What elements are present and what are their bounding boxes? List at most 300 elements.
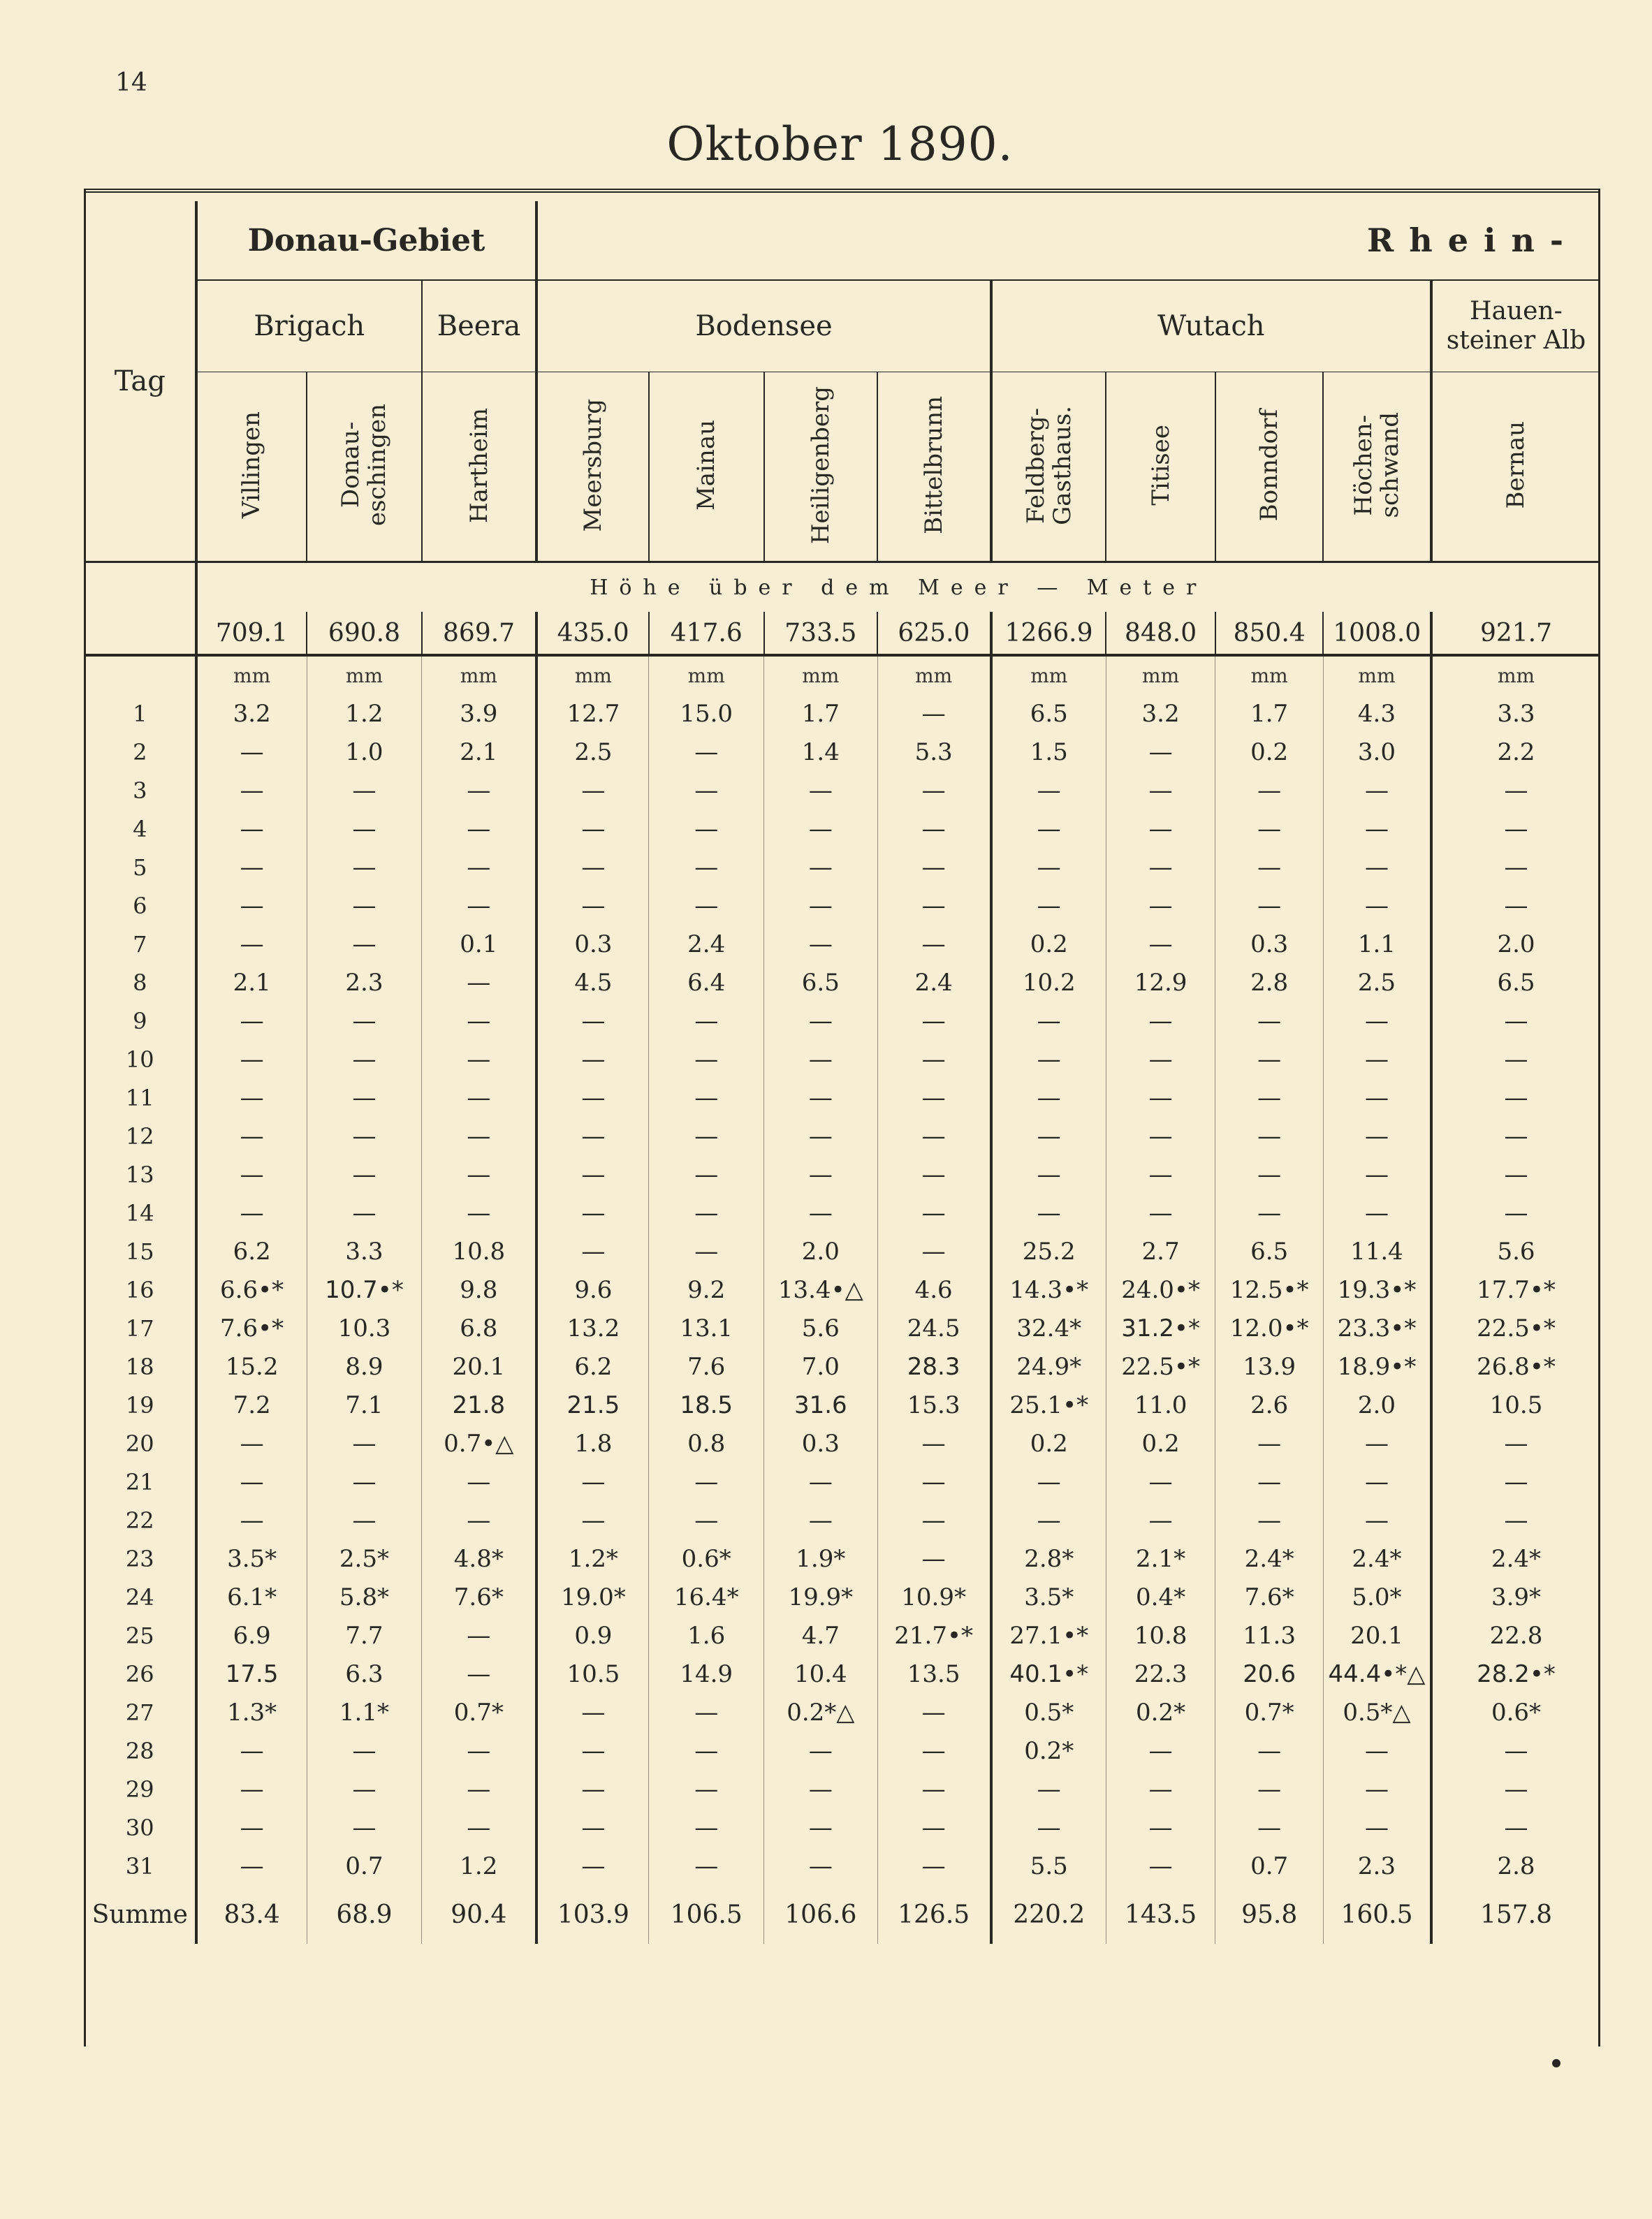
precip-cell: — (422, 771, 537, 810)
precip-cell: 7.6•* (196, 1309, 307, 1347)
station-name: Bonndorf (1255, 409, 1284, 522)
precip-cell: — (422, 1155, 537, 1194)
precip-cell: 7.7 (307, 1616, 422, 1655)
precip-cell: 2.1* (1106, 1539, 1215, 1578)
elevation-value: 921.7 (1431, 612, 1600, 655)
precip-cell: 3.3 (1431, 694, 1600, 733)
unit-label: mm (1431, 655, 1600, 694)
precip-cell: — (536, 1194, 649, 1232)
day-number: 8 (133, 969, 147, 996)
precip-cell: 7.6* (422, 1578, 537, 1616)
precip-cell: — (196, 1040, 307, 1078)
precip-cell: — (649, 886, 764, 925)
precip-cell: 7.0 (764, 1347, 878, 1386)
sum-value: 160.5 (1323, 1885, 1431, 1944)
precip-cell: 2.4* (1431, 1539, 1600, 1578)
precip-cell: 3.0 (1323, 733, 1431, 771)
precip-cell: 3.9* (1431, 1578, 1600, 1616)
precip-cell: 25.2 (991, 1232, 1106, 1270)
station-name: Titisee (1146, 425, 1175, 506)
precip-cell: — (764, 1155, 878, 1194)
precip-cell: — (1431, 771, 1600, 810)
precip-cell: — (1215, 771, 1324, 810)
precip-cell: — (196, 1501, 307, 1539)
precip-cell: — (196, 1424, 307, 1463)
precip-cell: 12.5•* (1215, 1270, 1324, 1309)
precip-cell: 10.2 (991, 963, 1106, 1002)
unit-label: mm (764, 655, 878, 694)
precip-cell: — (991, 1501, 1106, 1539)
precip-cell: 0.8 (649, 1424, 764, 1463)
precip-cell: — (196, 886, 307, 925)
precip-cell: — (764, 1847, 878, 1885)
precip-cell: 6.8 (422, 1309, 537, 1347)
precip-cell: — (1215, 1808, 1324, 1847)
precip-cell: — (422, 963, 537, 1002)
precip-cell: — (764, 810, 878, 848)
precip-cell: — (536, 886, 649, 925)
precip-cell: — (307, 810, 422, 848)
precip-cell: 0.2* (991, 1731, 1106, 1770)
precip-cell: — (991, 848, 1106, 886)
precip-cell: — (1106, 1117, 1215, 1155)
precip-cell: — (196, 1194, 307, 1232)
precip-cell: — (1106, 886, 1215, 925)
precip-cell: 7.6 (649, 1347, 764, 1386)
precip-cell: 7.6* (1215, 1578, 1324, 1616)
precip-cell: — (991, 886, 1106, 925)
table-row (85, 1078, 1600, 1117)
day-number: 9 (133, 1007, 147, 1034)
precip-cell: 3.2 (1106, 694, 1215, 733)
precip-cell: — (196, 1078, 307, 1117)
precip-cell: 40.1•* (991, 1655, 1106, 1693)
precip-cell: 2.4 (649, 925, 764, 963)
elevation-value: 850.4 (1215, 612, 1324, 655)
precip-cell: 25.1•* (991, 1386, 1106, 1424)
day-number: 29 (125, 1775, 154, 1803)
river-beera: Beera (422, 280, 537, 372)
precip-cell: — (307, 1040, 422, 1078)
precip-cell: — (1431, 810, 1600, 848)
elevation-row-spacer (85, 612, 196, 655)
precip-cell: 14.9 (649, 1655, 764, 1693)
tag-header: Tag (114, 365, 166, 397)
precip-cell: — (991, 771, 1106, 810)
precip-cell: — (991, 1194, 1106, 1232)
table-row (85, 1386, 1600, 1424)
precip-cell: 24.5 (877, 1309, 991, 1347)
precip-cell: 12.0•* (1215, 1309, 1324, 1347)
precip-cell: 1.1* (307, 1693, 422, 1731)
precip-cell: — (307, 1501, 422, 1539)
day-number: 31 (125, 1852, 154, 1880)
precip-cell: — (1323, 1040, 1431, 1078)
precip-cell: 15.0 (649, 694, 764, 733)
precip-cell: — (877, 1501, 991, 1539)
precip-cell: — (536, 1463, 649, 1501)
precip-cell: — (307, 925, 422, 963)
elevation-value: 690.8 (307, 612, 422, 655)
precip-cell: — (764, 886, 878, 925)
precip-cell: — (307, 1463, 422, 1501)
station-header (1215, 372, 1324, 562)
precip-cell: — (877, 886, 991, 925)
precip-cell: — (422, 886, 537, 925)
day-number: 14 (125, 1199, 154, 1226)
table-row (85, 1424, 1600, 1463)
precip-cell: 2.3 (307, 963, 422, 1002)
precip-cell: 0.7* (422, 1693, 537, 1731)
precip-cell: — (1431, 1117, 1600, 1155)
precip-cell: 10.8 (422, 1232, 537, 1270)
precip-cell: — (196, 1002, 307, 1040)
precip-cell: 2.2 (1431, 733, 1600, 771)
precip-cell: — (649, 1463, 764, 1501)
precip-cell: 21.8 (422, 1386, 537, 1424)
precip-cell: — (877, 848, 991, 886)
precip-cell: — (991, 1117, 1106, 1155)
precip-cell: — (764, 1731, 878, 1770)
precip-cell: — (649, 1117, 764, 1155)
precip-cell: 1.4 (764, 733, 878, 771)
precip-cell: — (649, 1040, 764, 1078)
precip-cell: — (536, 1770, 649, 1808)
precip-cell: 2.4 (877, 963, 991, 1002)
precip-cell: — (1215, 1155, 1324, 1194)
precip-cell: 16.4* (649, 1578, 764, 1616)
day-number: 16 (125, 1276, 154, 1303)
table-row (85, 1539, 1600, 1578)
precip-cell: — (1106, 1770, 1215, 1808)
precip-cell: — (422, 1501, 537, 1539)
precip-cell: 27.1•* (991, 1616, 1106, 1655)
precip-cell: — (1106, 810, 1215, 848)
station-name: Villingen (237, 411, 266, 519)
precip-cell: — (764, 1040, 878, 1078)
precip-cell: — (649, 1808, 764, 1847)
precip-cell: 26.8•* (1431, 1347, 1600, 1386)
sum-value: 95.8 (1215, 1885, 1324, 1944)
precip-cell: — (1215, 848, 1324, 886)
precip-cell: — (764, 1078, 878, 1117)
precip-cell: — (1215, 1463, 1324, 1501)
precip-cell: 9.8 (422, 1270, 537, 1309)
precip-cell: 0.7•△ (422, 1424, 537, 1463)
precip-cell: — (877, 810, 991, 848)
station-header (649, 372, 764, 562)
left-border-rule (84, 189, 86, 2046)
precip-cell: 10.5 (1431, 1386, 1600, 1424)
precip-cell: — (1106, 1040, 1215, 1078)
precip-cell: — (1431, 1731, 1600, 1770)
day-number: 17 (125, 1314, 154, 1342)
sum-value: 83.4 (196, 1885, 307, 1944)
precip-cell: 9.6 (536, 1270, 649, 1309)
precip-cell: 17.5 (196, 1655, 307, 1693)
precip-cell: 6.5 (991, 694, 1106, 733)
day-number: 19 (125, 1391, 154, 1419)
table-row (85, 733, 1600, 771)
station-header (196, 372, 307, 562)
page-title: Oktober 1890. (666, 117, 1014, 171)
precip-cell: 0.3 (764, 1424, 878, 1463)
day-number: 28 (125, 1737, 154, 1764)
precip-cell: — (196, 810, 307, 848)
precip-cell: — (877, 1040, 991, 1078)
precip-cell: — (877, 771, 991, 810)
precip-cell: — (422, 1078, 537, 1117)
precip-cell: — (196, 925, 307, 963)
precip-cell: 1.9* (764, 1539, 878, 1578)
precip-cell: — (422, 1808, 537, 1847)
precip-cell: — (1215, 1424, 1324, 1463)
precip-cell: 4.5 (536, 963, 649, 1002)
precip-cell: — (1323, 1155, 1431, 1194)
precip-cell: 0.2 (1215, 733, 1324, 771)
precip-cell: — (991, 1808, 1106, 1847)
station-name: Feldberg- Gasthaus. (1021, 405, 1076, 525)
precip-cell: — (536, 1078, 649, 1117)
precip-cell: 2.4* (1323, 1539, 1431, 1578)
precip-cell: — (1106, 733, 1215, 771)
table-row (85, 1578, 1600, 1616)
precip-cell: 10.4 (764, 1655, 878, 1693)
precip-cell: 4.6 (877, 1270, 991, 1309)
table-row (85, 963, 1600, 1002)
precip-cell: — (1431, 848, 1600, 886)
precip-cell: — (877, 1731, 991, 1770)
precip-cell: — (877, 1155, 991, 1194)
day-number: 25 (125, 1622, 154, 1649)
precip-cell: 10.5 (536, 1655, 649, 1693)
unit-label: mm (422, 655, 537, 694)
precip-cell: — (1106, 1808, 1215, 1847)
donau-basin-header: Donau-Gebiet (196, 201, 537, 280)
precip-cell: — (1106, 771, 1215, 810)
precip-cell: 1.2 (307, 694, 422, 733)
precip-cell: — (1106, 1078, 1215, 1117)
station-header (1106, 372, 1215, 562)
precip-cell: — (536, 1002, 649, 1040)
precip-cell: 6.5 (1431, 963, 1600, 1002)
precip-cell: — (764, 1770, 878, 1808)
precip-cell: 10.9* (877, 1578, 991, 1616)
precip-cell: — (422, 1655, 537, 1693)
precip-cell: 7.2 (196, 1386, 307, 1424)
precip-cell: — (1106, 1847, 1215, 1885)
day-number: 21 (125, 1468, 154, 1495)
ink-dot (1552, 2059, 1560, 2067)
precip-cell: 2.1 (196, 963, 307, 1002)
precip-cell: — (536, 1155, 649, 1194)
table-row (85, 848, 1600, 886)
elevation-value: 435.0 (536, 612, 649, 655)
station-header (877, 372, 991, 562)
precip-cell: 21.7•* (877, 1616, 991, 1655)
sum-value: 126.5 (877, 1885, 991, 1944)
precip-cell: — (877, 694, 991, 733)
precip-cell: 6.4 (649, 963, 764, 1002)
precip-cell: — (307, 771, 422, 810)
precip-cell: 2.5 (1323, 963, 1431, 1002)
station-name: Meersburg (579, 398, 608, 532)
sum-value: 68.9 (307, 1885, 422, 1944)
precip-cell: — (877, 1770, 991, 1808)
precip-cell: — (1323, 1731, 1431, 1770)
precip-cell: — (991, 1078, 1106, 1117)
precip-cell: — (422, 1002, 537, 1040)
precip-cell: 1.3* (196, 1693, 307, 1731)
table-row (85, 694, 1600, 733)
precip-cell: — (991, 1155, 1106, 1194)
precip-cell: — (877, 1424, 991, 1463)
precip-cell: 5.3 (877, 733, 991, 771)
precip-cell: — (877, 1232, 991, 1270)
precip-cell: — (1323, 1501, 1431, 1539)
precip-cell: — (991, 1002, 1106, 1040)
table-row (85, 1808, 1600, 1847)
precip-cell: 6.9 (196, 1616, 307, 1655)
precip-cell: 22.3 (1106, 1655, 1215, 1693)
precip-cell: — (1323, 848, 1431, 886)
precip-cell: 10.3 (307, 1309, 422, 1347)
precip-cell: — (307, 1194, 422, 1232)
precip-cell: 13.4•△ (764, 1270, 878, 1309)
precip-cell: — (649, 810, 764, 848)
precip-cell: 1.0 (307, 733, 422, 771)
unit-label: mm (196, 655, 307, 694)
precip-cell: — (649, 1078, 764, 1117)
precip-cell: 28.2•* (1431, 1655, 1600, 1693)
station-header (764, 372, 878, 562)
precip-cell: 2.5 (536, 733, 649, 771)
precip-cell: 2.8* (991, 1539, 1106, 1578)
station-header (1323, 372, 1431, 562)
sum-value: 103.9 (536, 1885, 649, 1944)
precip-cell: 6.6•* (196, 1270, 307, 1309)
precip-cell: — (1106, 1194, 1215, 1232)
precip-cell: — (991, 1040, 1106, 1078)
precip-cell: — (1106, 1731, 1215, 1770)
precip-cell: — (307, 1808, 422, 1847)
precip-cell: 14.3•* (991, 1270, 1106, 1309)
unit-label: mm (991, 655, 1106, 694)
precip-cell: 12.9 (1106, 963, 1215, 1002)
precip-cell: 2.4* (1215, 1539, 1324, 1578)
precip-cell: 3.5* (196, 1539, 307, 1578)
precip-cell: — (877, 1539, 991, 1578)
page-number: 14 (115, 68, 147, 97)
precip-cell: 2.7 (1106, 1232, 1215, 1270)
precip-cell: — (991, 810, 1106, 848)
precip-cell: 11.0 (1106, 1386, 1215, 1424)
precip-cell: — (422, 1731, 537, 1770)
precip-cell: 0.6* (1431, 1693, 1600, 1731)
precip-cell: — (1431, 886, 1600, 925)
day-number: 12 (125, 1122, 154, 1150)
precip-cell: — (1215, 1770, 1324, 1808)
precip-cell: — (422, 1616, 537, 1655)
precip-cell: — (649, 733, 764, 771)
precip-cell: 8.9 (307, 1347, 422, 1386)
precip-cell: — (1106, 1501, 1215, 1539)
precip-cell: — (877, 925, 991, 963)
precip-cell: 2.0 (764, 1232, 878, 1270)
precip-cell: — (1431, 1155, 1600, 1194)
precip-cell: 3.2 (196, 694, 307, 733)
day-number: 10 (125, 1046, 154, 1073)
day-number: 3 (133, 777, 147, 804)
precip-cell: — (649, 1194, 764, 1232)
precip-cell: 13.2 (536, 1309, 649, 1347)
day-number: 27 (125, 1699, 154, 1726)
precip-cell: — (1323, 1770, 1431, 1808)
precip-cell: 44.4•*△ (1323, 1655, 1431, 1693)
precip-cell: 9.2 (649, 1270, 764, 1309)
precip-cell: — (536, 1731, 649, 1770)
precip-cell: 0.2*△ (764, 1693, 878, 1731)
table-row (85, 1040, 1600, 1078)
precip-cell: — (536, 1808, 649, 1847)
precip-cell: 23.3•* (1323, 1309, 1431, 1347)
precip-cell: — (422, 1040, 537, 1078)
precip-cell: 0.7* (1215, 1693, 1324, 1731)
elevation-value: 625.0 (877, 612, 991, 655)
day-number: 30 (125, 1814, 154, 1841)
precip-cell: 1.8 (536, 1424, 649, 1463)
station-name: Heiligenberg (806, 386, 835, 545)
precip-cell: — (1431, 1770, 1600, 1808)
precip-cell: 5.6 (1431, 1232, 1600, 1270)
precip-cell: — (764, 1808, 878, 1847)
precip-cell: — (1215, 1078, 1324, 1117)
precip-cell: 22.5•* (1431, 1309, 1600, 1347)
day-number: 2 (133, 738, 147, 766)
precip-cell: — (1106, 1155, 1215, 1194)
precip-cell: 4.3 (1323, 694, 1431, 733)
precip-cell: — (196, 1463, 307, 1501)
unit-label: mm (536, 655, 649, 694)
precip-cell: — (877, 1117, 991, 1155)
precip-cell: 24.9* (991, 1347, 1106, 1386)
precip-cell: — (1431, 1040, 1600, 1078)
precip-cell: — (877, 1808, 991, 1847)
precip-cell: — (877, 1002, 991, 1040)
river-bodensee: Bodensee (536, 280, 991, 372)
day-number: 18 (125, 1353, 154, 1380)
precip-cell: — (877, 1693, 991, 1731)
precip-cell: 19.9* (764, 1578, 878, 1616)
precip-cell: 2.5* (307, 1539, 422, 1578)
elevation-value: 1266.9 (991, 612, 1106, 655)
precip-cell: 2.8 (1215, 963, 1324, 1002)
precip-cell: 2.3 (1323, 1847, 1431, 1885)
precip-cell: — (1431, 1424, 1600, 1463)
table-row (85, 1194, 1600, 1232)
day-number: 4 (133, 815, 147, 842)
precip-cell: — (649, 848, 764, 886)
precip-cell: 2.1 (422, 733, 537, 771)
precip-cell: — (1323, 1424, 1431, 1463)
precip-cell: 11.3 (1215, 1616, 1324, 1655)
elevation-caption: Höhe über dem Meer — Meter (196, 562, 1600, 613)
day-number: 24 (125, 1583, 154, 1611)
table-row (85, 1155, 1600, 1194)
precip-cell: — (649, 1693, 764, 1731)
precip-cell: 31.2•* (1106, 1309, 1215, 1347)
precip-cell: — (1323, 1463, 1431, 1501)
